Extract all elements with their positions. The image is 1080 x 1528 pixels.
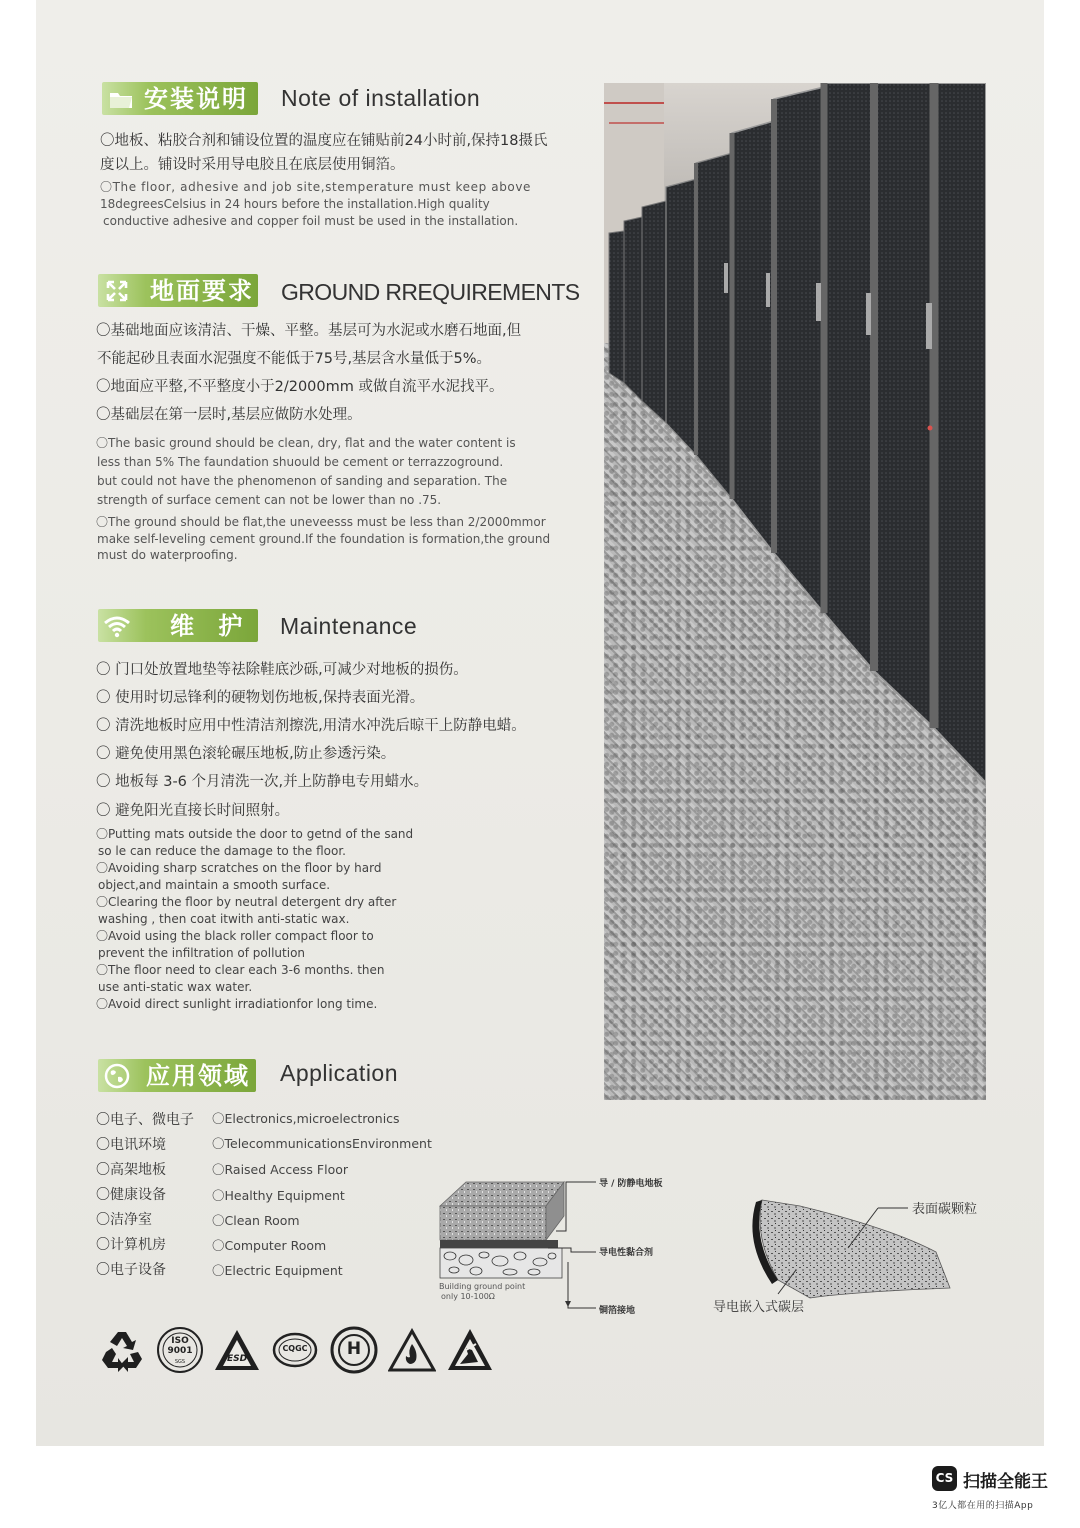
folder-icon <box>106 85 136 112</box>
ground-en-line: less than 5% The faundation shuould be cement or terrazzoground. <box>97 455 504 469</box>
ground-en-line: 〇The basic ground should be clean, dry, flat and the water content is <box>96 436 516 450</box>
maintenance-cn-line: 〇 地板每 3-6 个月清洗一次,并上防静电专用蜡水。 <box>96 774 429 790</box>
ground-header-bar <box>98 274 258 307</box>
ground-en-line: 〇The ground should be flat,the uneveesss must be less than 2/2000mmor <box>96 515 546 529</box>
maintenance-en-line: 〇Avoid using the black roller compact floor to <box>96 929 374 943</box>
ground-en-line: must do waterproofing. <box>97 548 238 562</box>
ahead-text: H <box>346 1339 362 1359</box>
maintenance-cn-line: 〇 避免阳光直接长时间照射。 <box>96 803 290 819</box>
ground-en-line: make self-leveling cement ground.If the foundation is formation,the ground <box>97 532 551 546</box>
installation-title-en: Note of installation <box>281 85 481 111</box>
application-item-cn: 〇电子、微电子 <box>96 1112 194 1128</box>
application-item-cn: 〇计算机房 <box>96 1237 166 1253</box>
iso-text: ISO <box>171 1336 189 1346</box>
application-item-en: 〇TelecommunicationsEnvironment <box>212 1136 432 1151</box>
iso-number: 9001 <box>167 1346 193 1356</box>
app-tagline: 3亿人都在用的扫描App <box>932 1501 1034 1511</box>
arrows-cross-icon <box>102 277 132 304</box>
floor-layer-diagram <box>436 1176 696 1316</box>
wifi-icon <box>102 612 132 639</box>
cqc-icon <box>272 1332 318 1368</box>
camscanner-logo-icon: CS <box>932 1466 957 1491</box>
installation-cn-line: 度以上。铺设时采用导电胶且在底层使用铜箔。 <box>100 157 405 173</box>
app-name: 扫描全能王 <box>963 1472 1048 1492</box>
application-header-bar <box>98 1059 256 1092</box>
fire-warning-icon <box>388 1328 436 1374</box>
installation-en-line: 18degreesCelsius in 24 hours before the installation.High quality <box>100 197 490 211</box>
maintenance-cn-line: 〇 门口处放置地垫等祛除鞋底沙砾,可减少对地板的损伤。 <box>96 662 468 678</box>
surface-carbon-label: 表面碳颗粒 <box>912 1202 978 1217</box>
ground-cn-line: 〇基础地面应该清洁、干燥、平整。基层可为水泥或水磨石地面,但 <box>96 323 522 339</box>
application-item-en: 〇Clean Room <box>212 1213 300 1228</box>
installation-cn-line: 〇地板、粘胶合剂和铺设位置的温度应在铺贴前24小时前,保持18摄氏 <box>100 133 548 149</box>
floor-sheet-diagram <box>700 1188 1000 1318</box>
iso-sgs: SGS <box>174 1359 186 1365</box>
installation-en-line: 〇The floor, adhesive and job site,stemperature must keep above <box>100 180 532 194</box>
cqc-text: CQGC <box>282 1344 308 1353</box>
server-room-photo <box>604 83 986 1100</box>
maintenance-en-line: so le can reduce the damage to the floor. <box>98 844 346 858</box>
ground-title-cn: 地面要求 <box>150 276 254 305</box>
application-item-cn: 〇电子设备 <box>96 1262 166 1278</box>
esd-icon <box>213 1328 261 1374</box>
maintenance-en-line: 〇Putting mats outside the door to getnd of the sand <box>96 827 414 841</box>
esd-text: ESD <box>226 1354 248 1364</box>
ground-cn-line: 不能起砂且表面水泥强度不能低于75号,基层含水量低于5%。 <box>97 351 492 367</box>
ground-en-line: strength of surface cement can not be lower than no .75. <box>97 493 442 507</box>
application-item-cn: 〇健康设备 <box>96 1187 166 1203</box>
application-item-en: 〇Raised Access Floor <box>212 1162 349 1177</box>
diagram-label-top: 导 / 防静电地板 <box>599 1179 663 1189</box>
diagram-label-bottom: 铜箔接地 <box>599 1306 636 1316</box>
application-item-en: 〇Healthy Equipment <box>212 1188 345 1203</box>
ground-cn-line: 〇基础层在第一层时,基层应做防水处理。 <box>96 407 362 423</box>
maintenance-en-line: prevent the infiltration of pollution <box>98 946 306 960</box>
application-item-cn: 〇洁净室 <box>96 1212 152 1228</box>
ground-cn-line: 〇地面应平整,不平整度小于2/2000mm 或做自流平水泥找平。 <box>96 379 504 395</box>
maintenance-en-line: object,and maintain a smooth surface. <box>98 878 331 892</box>
maintenance-cn-line: 〇 避免使用黑色滚轮碾压地板,防止参透污染。 <box>96 746 396 762</box>
application-title-cn: 应用领域 <box>146 1061 250 1090</box>
maintenance-header-bar <box>98 609 258 642</box>
application-item-en: 〇Computer Room <box>212 1238 327 1253</box>
ahead-icon <box>330 1326 378 1374</box>
ground-en-line: but could not have the phenomenon of sanding and separation. The <box>97 474 508 488</box>
maintenance-en-line: 〇Clearing the floor by neutral detergent dry after <box>96 895 397 909</box>
diagram-ground-note: Building ground point <box>439 1282 526 1291</box>
embedded-carbon-label: 导电嵌入式碳层 <box>713 1300 805 1315</box>
maintenance-title-en: Maintenance <box>280 613 418 639</box>
application-item-en: 〇Electric Equipment <box>212 1263 343 1278</box>
maintenance-en-line: 〇Avoid direct sunlight irradiationfor long time. <box>96 997 378 1011</box>
application-item-cn: 〇电讯环境 <box>96 1137 166 1153</box>
application-item-cn: 〇高架地板 <box>96 1162 166 1178</box>
maintenance-title-cn: 维 护 <box>170 611 251 640</box>
maintenance-en-line: washing , then coat itwith anti-static wax. <box>98 912 350 926</box>
maintenance-en-line: 〇The floor need to clear each 3-6 months. then <box>96 963 385 977</box>
globe-icon <box>102 1062 132 1089</box>
installation-header-bar <box>102 82 258 115</box>
installation-title-cn: 安装说明 <box>144 84 248 113</box>
iso9001-icon <box>156 1326 204 1374</box>
installation-en-line: conductive adhesive and copper foil must be used in the installation. <box>103 214 519 228</box>
esd-warning-icon <box>446 1326 494 1374</box>
maintenance-cn-line: 〇 清洗地板时应用中性清洁剂擦洗,用清水冲洗后晾干上防静电蜡。 <box>96 718 526 734</box>
application-title-en: Application <box>280 1060 399 1086</box>
application-item-en: 〇Electronics,microelectronics <box>212 1111 400 1126</box>
maintenance-cn-line: 〇 使用时切忌锋利的硬物划伤地板,保持表面光滑。 <box>96 690 425 706</box>
diagram-label-mid: 导电性黏合剂 <box>599 1248 654 1258</box>
diagram-ground-note: only 10-100Ω <box>441 1292 495 1301</box>
recycle-icon <box>98 1326 146 1374</box>
maintenance-en-line: use anti-static wax water. <box>98 980 253 994</box>
ground-title-en: GROUND RREQUIREMENTS <box>281 279 580 305</box>
maintenance-en-line: 〇Avoiding sharp scratches on the floor by hard <box>96 861 382 875</box>
